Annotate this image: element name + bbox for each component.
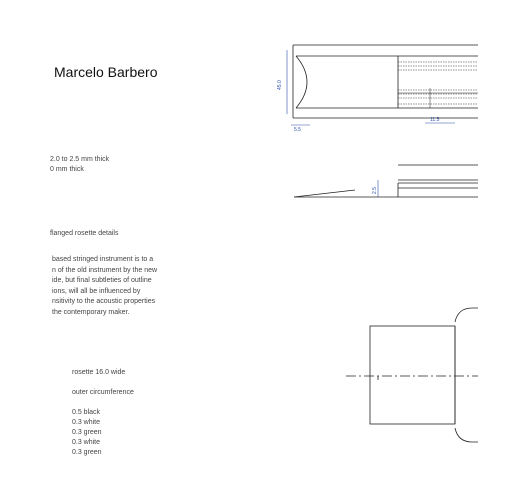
paragraph-line: nsitivity to the acoustic properties [52,298,156,305]
rosette-plan-view [293,45,478,118]
purfling-layer: 0.3 white [72,439,101,446]
purfling-layer: 0.3 white [72,419,101,426]
page-title: Marcelo Barbero [54,64,158,80]
rosette-section-view [294,165,478,197]
rosette-width-label: rosette 16.0 wide [72,369,126,376]
dimension-bottom-left: 5.5 [294,127,301,133]
paragraph-line: ide, but final subtleties of outline [52,277,152,284]
outer-circumference-label: outer circumference [72,389,134,396]
dimension-section-vertical: 2.5 [372,187,378,194]
dimension-bottom-right: 11.5 [430,117,440,123]
purfling-layer: 0.5 black [72,409,101,416]
section-heading: flanged rosette details [50,230,119,237]
purfling-hatch-lines [398,62,478,104]
purfling-layer: 0.3 green [72,449,102,456]
thickness-note-2: 0 mm thick [50,166,84,173]
thickness-note-1: 2.0 to 2.5 mm thick [50,156,110,163]
purfling-layer: 0.3 green [72,429,102,436]
rosette-detail-view [346,308,478,442]
paragraph-line: the contemporary maker. [52,308,130,316]
dimension-lines [287,50,455,197]
paragraph-line: ions, will all be influenced by [52,287,141,295]
paragraph-line: based stringed instrument is to a [52,256,154,263]
paragraph-line: n of the old instrument by the new [52,266,158,274]
dimension-left-vertical: 45.0 [277,80,283,90]
arc-curve [296,56,307,108]
